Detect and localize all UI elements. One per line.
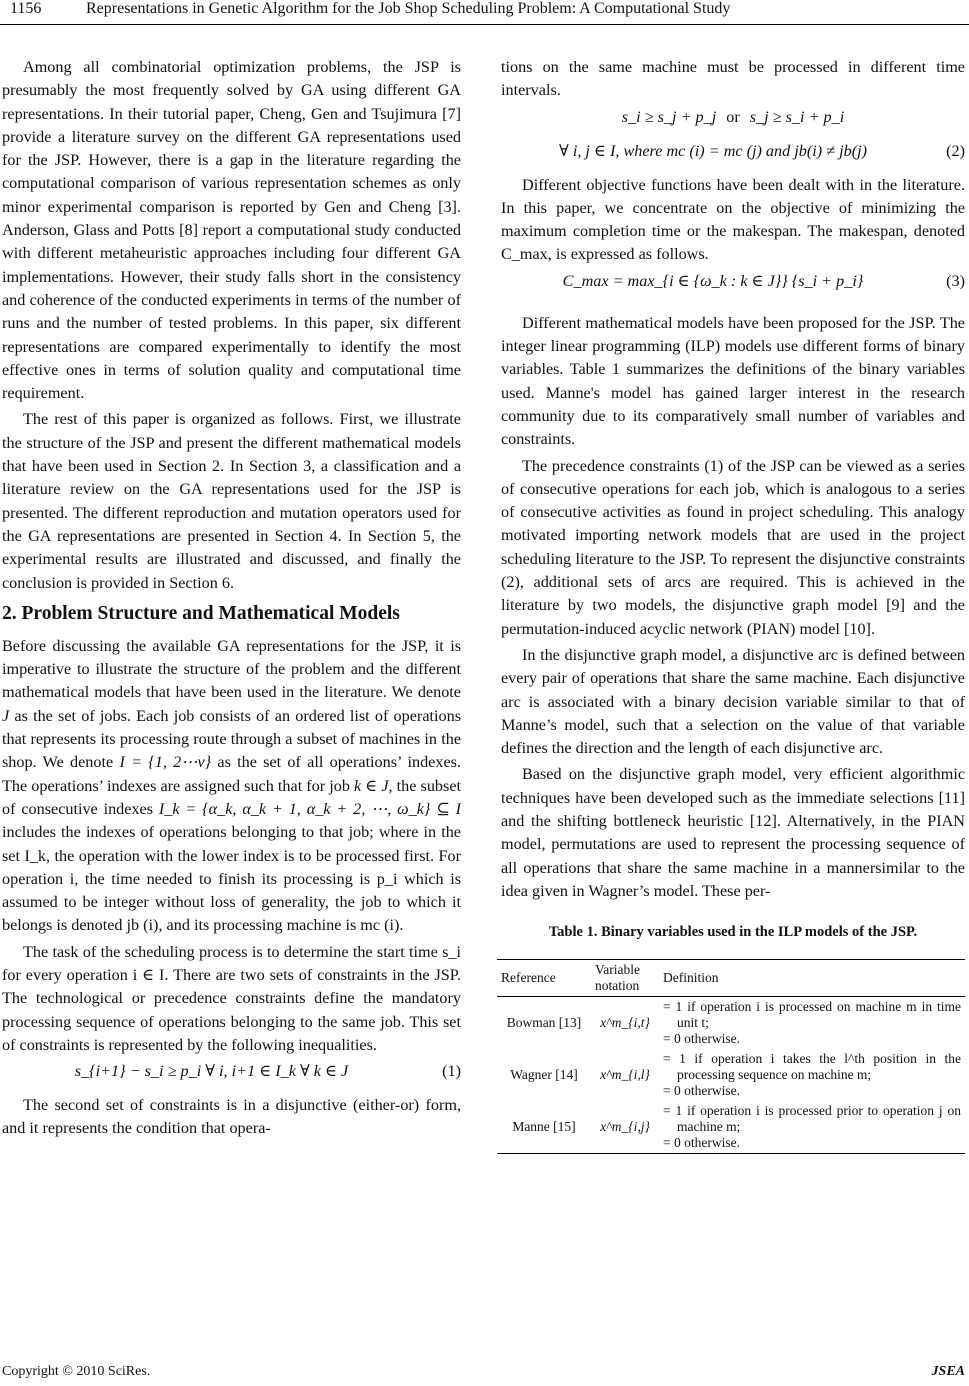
section-paragraph-2: The task of the scheduling process is to determine the start time s_i for every operation i ∈ I. There are two sets of constraints in the JSP. The technological or precedence constraints define the mandatory processing sequence of operations belonging to the same job. This set of constraints is represented by the following inequalities.: [2, 942, 461, 1054]
copyright-notice: Copyright © 2010 SciRes.: [2, 1364, 151, 1379]
intro-paragraph-2: The rest of this paper is organized as follows. First, we illustrate the structure of the JSP and present the different mathematical models that have been used in Section 2. In Section 3, a classification and a literature review on the GA representations used for the JSP is presented. The different reproduction and mutation operators used for the GA representations are presented in Section 4. In Section 5, the experimental results are illustrated and discussed, and finally the conclusion is provided in Section 6.: [2, 410, 461, 592]
table-cell-reference: Manne [15]: [497, 1101, 591, 1154]
equation-2-line-2: [501, 140, 965, 168]
right-paragraph-3: Different mathematical models have been proposed for the JSP. The integer linear programming (ILP) models use different forms of binary variables. Table 1 summarizes the definitions of the binary variables used. Manne's model has gained larger interest in the research community due to its comparatively small number of variables and constraints.: [501, 313, 965, 449]
right-paragraph-5: In the disjunctive graph model, a disjunctive arc is defined between every pair of operations that share the same machine. Each disjunctive arc is associated with a binary decision variable similar to that of Manne’s model, such that a selection on the value of that variable defines the direction and the length of each disjunctive arc.: [501, 645, 965, 758]
binary-variables-table: [497, 959, 965, 1154]
journal-name: JSEA: [931, 1364, 965, 1379]
header-rule: [0, 24, 969, 25]
section-paragraph-3: The second set of constraints is in a disjunctive (either-or) form, and it represents the condition that opera-: [2, 1096, 461, 1138]
table-row: [497, 1049, 965, 1101]
equation-2-line-1: [501, 106, 965, 134]
equation-1-number: (1): [442, 1062, 461, 1081]
left-column: [2, 56, 461, 1144]
page-header: [0, 0, 969, 26]
intro-paragraph-1: Among all combinatorial optimization problems, the JSP is presumably the most frequently solved by GA using different GA representations. In their tutorial paper, Cheng, Gen and Tsujimura [7] provide a literature survey on the different GA representations used for the JSP. However, there is a gap in the literature regarding the computational comparison of various representation schemes as only minor experimental comparison is reported by Gen and Cheng [3]. Anderson, Glass and Potts [8] report a computational study conducted with different metaheuristic approaches including four different GA implementations. However, their study falls short in the consistency and coherence of the conducted experiments in terms of the number of runs and the number of tested problems. In this paper, six different representations are compared experimentally to identify the most effective ones in terms of solution quality and computational time requirement.: [2, 58, 461, 403]
right-paragraph-1: tions on the same machine must be processed in different time intervals.: [501, 58, 965, 100]
right-paragraph-4: The precedence constraints (1) of the JSP can be viewed as a series of consecutive operations for each job, which is analogous to a series of consecutive activities as found in project scheduling. This analogy motivated importing network models that are used in the project scheduling literature to the JSP. To represent the disjunctive constraints (2), additional sets of arcs are required. This is achieved in the literature by two models, the disjunctive graph model [9] and the permutation-induced acyclic network (PIAN) model [10].: [501, 456, 965, 638]
equation-1-body: s_{i+1} − s_i ≥ p_i ∀ i, i+1 ∈ I_k ∀ k ∈ J: [74, 1062, 349, 1081]
section-paragraph-1: Before discussing the available GA representations for the JSP, it is imperative to illustrate the structure of the problem and the different mathematical models that have been used in the literature. We denote J as the set of jobs. Each job consists of an ordered list of operations that represents its processing route through a subset of machines in the shop. We denote I = {1, 2⋯v} as the set of all operations’ indexes. The operations’ indexes are assigned such that for job k ∈ J, the subset of consecutive indexes I_k = {α_k, α_k + 1, α_k + 2, ⋯, ω_k} ⊆ I includes the indexes of operations belonging to that job; where in the set I_k, the operation with the lower index is to be processed first. For operation i, the time needed to finish its processing is p_i which is assumed to be integer without loss of generality, the job to which it belongs is denoted jb (i), and its processing machine is mc (i).: [2, 636, 462, 935]
table-cell-reference: Wagner [14]: [510, 1066, 578, 1082]
equation-2-condition: ∀ i, j ∈ I, where mc (i) = mc (j) and jb(i) ≠ jb(j): [559, 141, 867, 160]
page-footer: [0, 1364, 969, 1384]
page-number: 1156: [10, 0, 42, 17]
table-cell-definition: = 1 if operation i takes the l^th position in the processing sequence on machine m; = 0 otherwise.: [663, 1050, 961, 1098]
equation-2-left: s_i ≥ s_j + p_j: [621, 107, 717, 126]
right-paragraph-6: Based on the disjunctive graph model, very efficient algorithmic techniques have been developed such as the immediate selections [11] and the shifting bottleneck heuristic [12]. Alternatively, in the PIAN model, permutations are used to represent the processing sequence of all operations that share the same machine in a mannersimilar to the idea given in Wagner’s model. These per-: [501, 765, 965, 900]
equation-2-right: s_j ≥ s_i + p_i: [749, 107, 845, 126]
table-row: [497, 1101, 965, 1154]
equation-1: [2, 1060, 461, 1088]
equation-2-or: or: [726, 107, 740, 126]
right-column: [501, 56, 965, 1154]
table-header-row: [497, 959, 965, 996]
table-cell-reference: Bowman [13]: [506, 1014, 582, 1030]
equation-2-number: (2): [946, 141, 965, 160]
table-header-reference: Reference: [497, 959, 591, 996]
right-paragraph-2: Different objective functions have been dealt with in the literature. In this paper, we concentrate on the objective of minimizing the maximum completion time or the makespan. The makespan, denoted C_max, is expressed as follows.: [501, 175, 965, 264]
table-cell-variable: x^m_{i,j}: [591, 1101, 659, 1154]
section-title: 2. Problem Structure and Mathematical Models: [2, 602, 400, 624]
table-cell-variable: x^m_{i,l}: [600, 1066, 650, 1082]
table-header-variable: Variable notation: [591, 959, 659, 996]
running-title: Representations in Genetic Algorithm for the Job Shop Scheduling Problem: A Computational Study: [86, 0, 731, 17]
table-caption: Table 1. Binary variables used in the ILP models of the JSP.: [548, 924, 918, 941]
equation-3-body: C_max = max_{i ∈ {ω_k : k ∈ J}} {s_i + p_i}: [562, 271, 864, 290]
table-cell-definition: = 1 if operation i is processed on machine m in time unit t; = 0 otherwise.: [663, 998, 961, 1046]
table-header-definition: Definition: [659, 959, 965, 996]
equation-3-number: (3): [946, 271, 965, 290]
table-cell-variable: x^m_{i,t}: [600, 1014, 650, 1030]
equation-3: [501, 270, 965, 306]
table-row: [497, 996, 965, 1049]
table-cell-definition: = 1 if operation i is processed prior to operation j on machine m; = 0 otherwise.: [659, 1101, 965, 1154]
